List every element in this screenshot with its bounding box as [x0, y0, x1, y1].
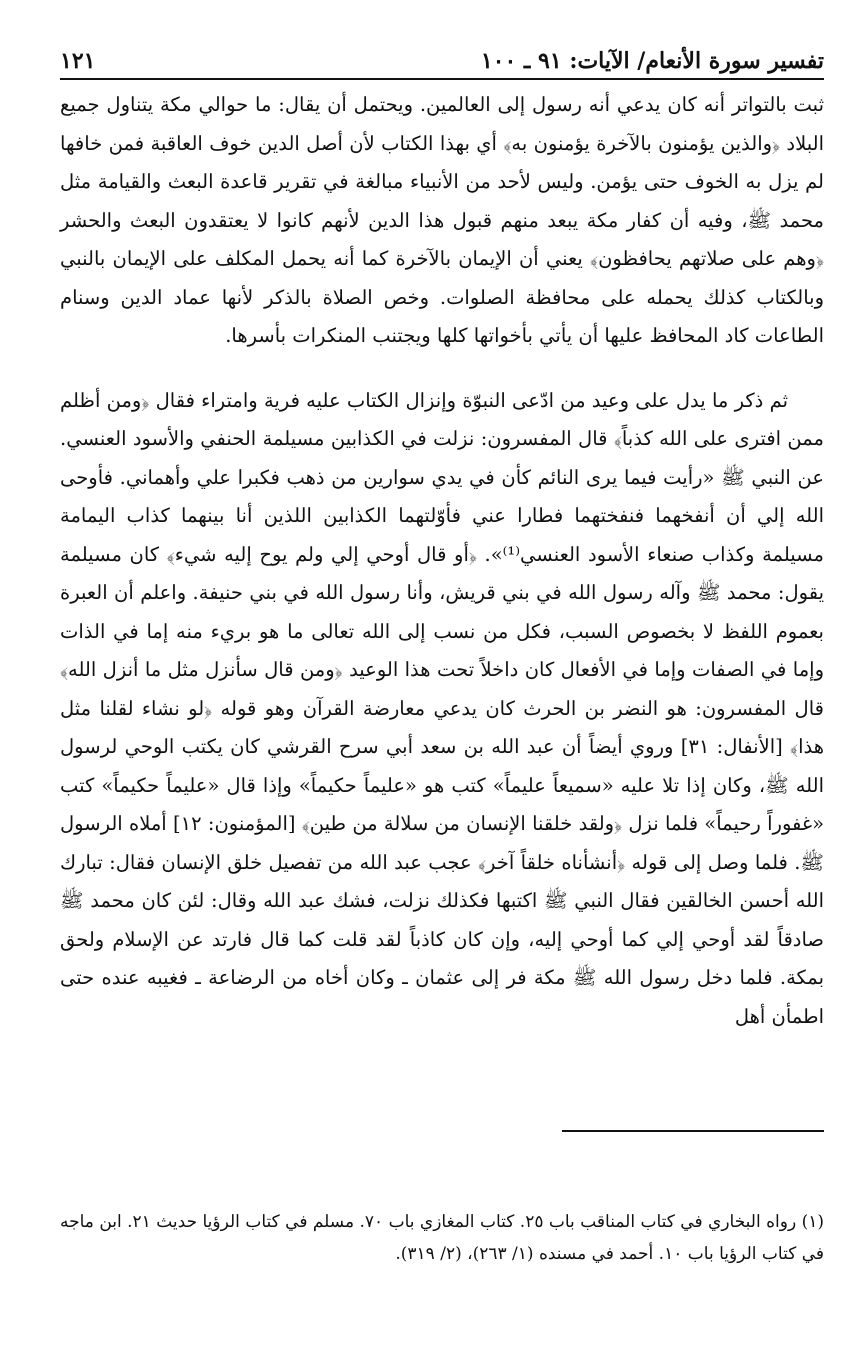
footnote-1: (١) رواه البخاري في كتاب المناقب باب ٢٥. كتاب المغازي باب ٧٠. مسلم في كتاب الرؤيا حديث ٢١. ابن ماجه في كتاب الرؤيا باب ١٠. أحمد في مسنده (١/ ٢٦٣)، (٢/ ٣١٩). — [60, 1212, 825, 1264]
main-text — [60, 86, 824, 1036]
page-number: ١٢١ — [60, 48, 96, 74]
header-title: تفسير سورة الأنعام/ الآيات: ٩١ ـ ١٠٠ — [480, 48, 824, 74]
book-page — [60, 30, 824, 1350]
footnote-separator — [562, 1130, 824, 1132]
footnotes — [60, 1206, 824, 1270]
paragraph-2: ثم ذكر ما يدل على وعيد من ادّعى النبوّة وإنزال الكتاب عليه فرية وامتراء فقال ﴿ومن أظلم ممن افترى على الله كذباً﴾ قال المفسرون: نزلت في الكذابين مسيلمة الحنفي والأسود العنسي. عن النبي ﷺ «رأيت فيما يرى النائم كأن في يدي سوارين من ذهب فكبرا علي وأهماني. فأوحى الله إلي أن أنفخهما فنفختهما فطارا عني فأوّلتهما الكذابين اللذين أنا بينهما كذاب اليمامة مسيلمة وكذاب صنعاء الأسود العنسي⁽¹⁾». ﴿أو قال أوحي إلي ولم يوح إليه شيء﴾ كان مسيلمة يقول: محمد ﷺ وآله رسول الله في بني قريش، وأنا رسول الله في بني حنيفة. واعلم أن العبرة بعموم اللفظ لا بخصوص السبب، فكل من نسب إلى الله تعالى ما هو بريء منه إما في الذات وإما في الصفات وإما في الأفعال كان داخلاً تحت هذا الوعيد ﴿ومن قال سأنزل مثل ما أنزل الله﴾ قال المفسرون: هو النضر بن الحرث كان يدعي معارضة القرآن وهو قوله ﴿لو نشاء لقلنا مثل هذا﴾ [الأنفال: ٣١] وروي أيضاً أن عبد الله بن سعد أبي سرح القرشي كان يكتب الوحي لرسول الله ﷺ، وكان إذا تلا عليه «سميعاً عليماً» كتب هو «عليماً حكيماً» وإذا قال «عليماً حكيماً» كتب «غفوراً رحيماً» فلما نزل ﴿ولقد خلقنا الإنسان من سلالة من طين﴾ [المؤمنون: ١٢] أملاه الرسول ﷺ. فلما وصل إلى قوله ﴿أنشأناه خلقاً آخر﴾ عجب عبد الله من تفصيل خلق الإنسان فقال: تبارك الله أحسن الخالقين فقال النبي ﷺ اكتبها فكذلك نزلت، فشك عبد الله وقال: لئن كان محمد ﷺ صادقاً لقد أوحي إلي كما أوحي إليه، وإن كان كاذباً لقد قلت كما قال فارتد عن الإسلام ولحق بمكة. فلما دخل رسول الله ﷺ مكة فر إلى عثمان ـ وكان أخاه من الرضاعة ـ فغيبه عنده حتى اطمأن أهل — [60, 388, 825, 1028]
running-header — [60, 30, 824, 80]
paragraph-1: ثبت بالتواتر أنه كان يدعي أنه رسول إلى العالمين. ويحتمل أن يقال: ما حوالي مكة يتناول جميع البلاد ﴿والذين يؤمنون بالآخرة يؤمنون به﴾ أي بهذا الكتاب لأن أصل الدين خوف العاقبة فمن خافها لم يزل به الخوف حتى يؤمن. وليس لأحد من الأنبياء مبالغة في تقرير قاعدة البعث والقيامة مثل محمد ﷺ، وفيه أن كفار مكة يبعد منهم قبول هذا الدين لأنهم كانوا لا يعتقدون البعث والحشر ﴿وهم على صلاتهم يحافظون﴾ يعني أن الإيمان بالآخرة كما أنه يحمل المكلف على الإيمان بالنبي وبالكتاب كذلك يحمله على محافظة الصلوات. وخص الصلاة بالذكر لأنها عماد الدين وسنام الطاعات كاد المحافظ عليها أن يأتي بأخواتها كلها ويجتنب المنكرات بأسرها. — [60, 93, 824, 347]
